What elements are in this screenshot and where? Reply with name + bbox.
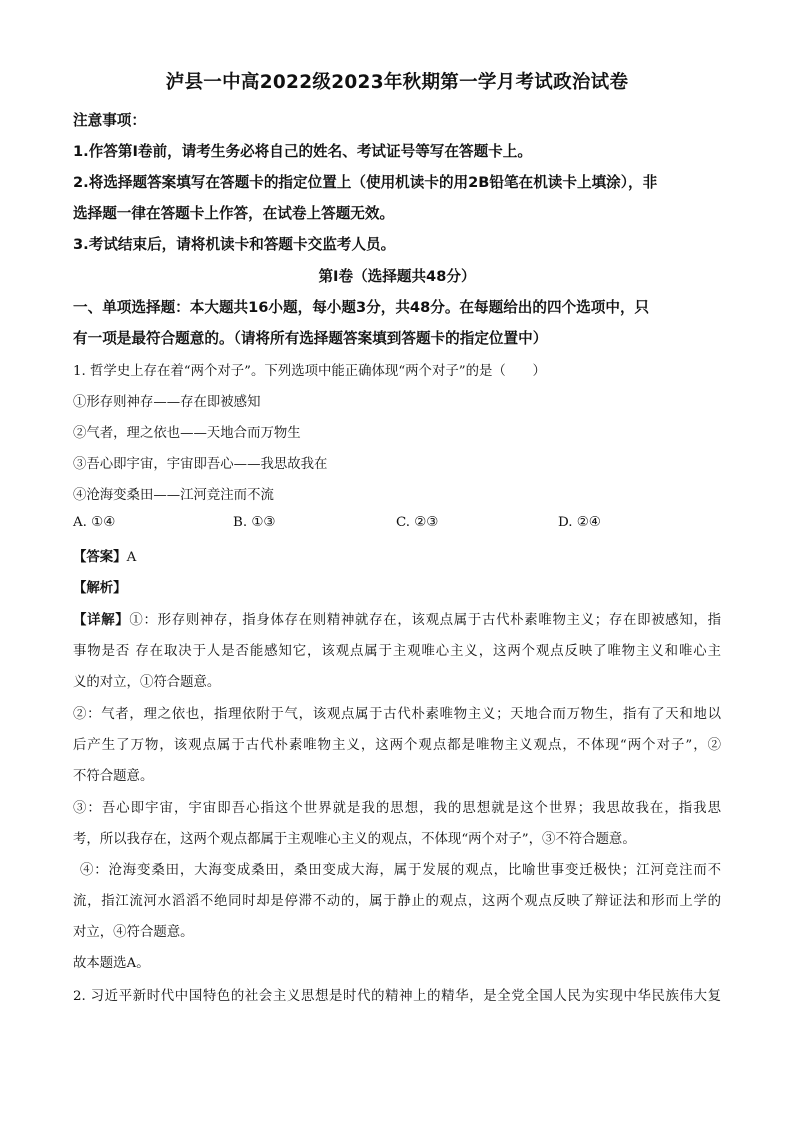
statement-3: ③吾心即宇宙，宇宙即吾心——我思故我在 <box>73 457 328 472</box>
conclusion: 故本题选A。 <box>73 956 150 971</box>
analysis-line-3: 义的对立，①符合题意。 <box>73 675 221 690</box>
analysis-line-11: 对立，④符合题意。 <box>73 925 194 940</box>
notice-item-3: 3.考试结束后，请将机读卡和答题卡交监考人员。 <box>73 236 396 253</box>
section-heading: 第Ⅰ卷（选择题共48分） <box>318 268 476 285</box>
option-d: D. ②④ <box>558 515 601 530</box>
detail-tag: 【详解】 <box>73 613 130 628</box>
page-title: 泸县一中高2022级2023年秋期第一学月考试政治试卷 <box>165 72 629 93</box>
analysis-line-2: 事物是否 存在取决于人是否能感知它，该观点属于主观唯心主义，这两个观点反映了唯物主义和唯心主 <box>73 644 721 659</box>
notice-item-2-cont: 选择题一律在答题卡上作答，在试卷上答题无效。 <box>73 205 395 222</box>
notice-item-1: 1.作答第Ⅰ卷前，请考生务必将自己的姓名、考试证号等写在答题卡上。 <box>73 143 532 160</box>
question-1-stem: 1. 哲学史上存在着“两个对子”。下列选项中能正确体现“两个对子”的是（ ） <box>73 364 546 379</box>
question-2-stem: 2. 习近平新时代中国特色的社会主义思想是时代的精神上的精华，是全党全国人民为实现中华民族伟大复 <box>73 989 721 1004</box>
notice-heading: 注意事项： <box>73 112 146 129</box>
option-b: B. ①③ <box>233 515 276 530</box>
option-c: C. ②③ <box>396 515 439 530</box>
statement-1: ①形存则神存——存在即被感知 <box>73 395 261 410</box>
option-a: A. ①④ <box>73 515 116 530</box>
section-instruction-2: 有一项是最符合题意的。（请将所有选择题答案填到答题卡的指定位置中） <box>73 330 548 347</box>
analysis-text-1: ①：形存则神存，指身体存在则精神就存在，该观点属于古代朴素唯物主义；存在即被感知，指 <box>129 613 722 628</box>
analysis-line-9: ④：沧海变桑田，大海变成桑田，桑田变成大海，属于发展的观点，比喻世事变迁极快；江河竞注而不 <box>80 863 721 878</box>
statement-2: ②气者，理之依也——天地合而万物生 <box>73 426 301 441</box>
analysis-line-8: 考，所以我存在，这两个观点都属于主观唯心主义的观点，不体现“两个对子”，③不符合题意。 <box>73 832 636 847</box>
notice-item-2: 2.将选择题答案填写在答题卡的指定位置上（使用机读卡的用2B铅笔在机读卡上填涂），非 <box>73 174 658 191</box>
answer-row <box>73 546 136 565</box>
answer-value: A <box>126 550 137 565</box>
analysis-tag: 【解析】 <box>73 581 127 596</box>
analysis-line-4: ②：气者，理之依也，指理依附于气，该观点属于古代朴素唯物主义；天地合而万物生，指有了天和地以 <box>73 707 721 722</box>
answer-tag: 【答案】 <box>73 550 127 565</box>
analysis-line-6: 不符合题意。 <box>73 769 154 784</box>
section-instruction-1: 一、单项选择题：本大题共16小题，每小题3分，共48分。在每题给出的四个选项中，只 <box>73 299 650 316</box>
analysis-line-5: 后产生了万物，该观点属于古代朴素唯物主义，这两个观点都是唯物主义观点，不体现“两个对子”，② <box>73 738 721 753</box>
statement-4: ④沧海变桑田——江河竞注而不流 <box>73 488 274 503</box>
analysis-line-10: 流，指江流河水滔滔不绝同时却是停滞不动的，属于静止的观点，这两个观点反映了辩证法和形而上学的 <box>73 894 721 909</box>
analysis-line-7: ③：吾心即宇宙，宇宙即吾心指这个世界就是我的思想，我的思想就是这个世界；我思故我在，指我思 <box>73 801 721 816</box>
analysis-line-1 <box>73 609 721 628</box>
